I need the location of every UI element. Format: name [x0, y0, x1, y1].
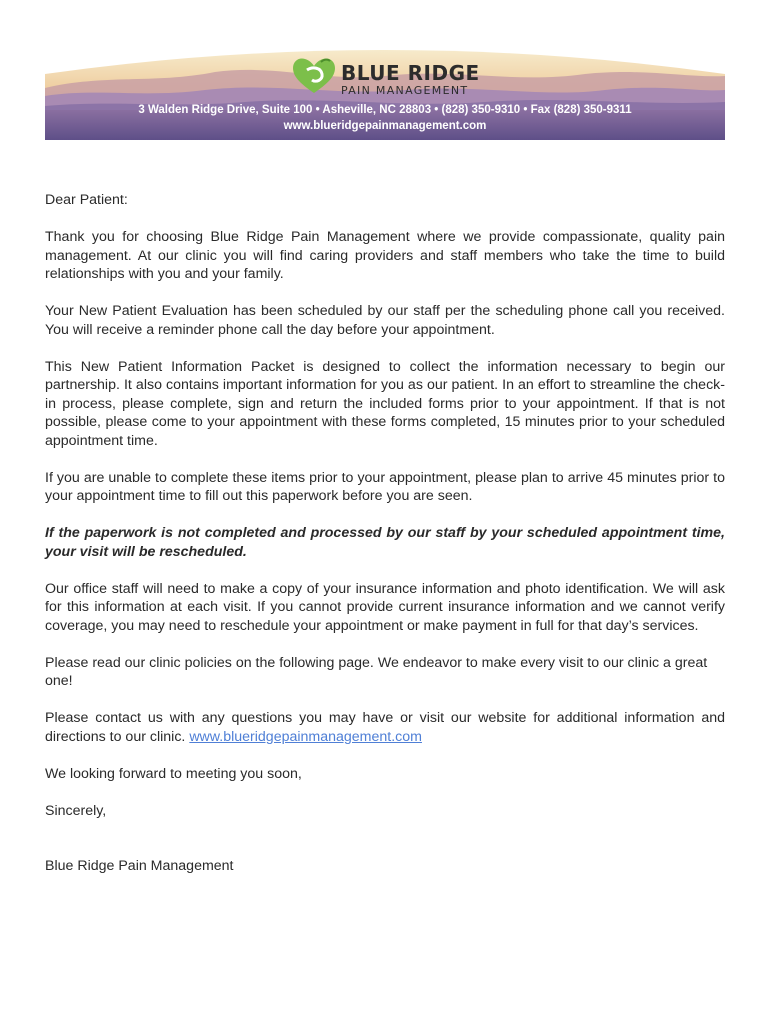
- address-line: 3 Walden Ridge Drive, Suite 100 • Asheville, NC 28803 • (828) 350-9310 • Fax (828) 350-9311: [138, 104, 632, 116]
- paragraph-packet: This New Patient Information Packet is designed to collect the information necessary to begin our partnership. It also contains important information for you as our patient. In an effort to streamline the check-in process, please complete, sign and return the included forms prior to your appointment. If that is not possible, please come to your appointment with these forms completed, 15 minutes prior to your scheduled appointment time.: [45, 358, 725, 449]
- paragraph-policies: Please read our clinic policies on the following page. We endeavor to make every visit to our clinic a great one!: [45, 654, 708, 689]
- signature: Blue Ridge Pain Management: [45, 858, 234, 874]
- contact-text: Please contact us with any questions you may have or visit our website for additional information and directions to our clinic.: [45, 710, 725, 745]
- paragraph-looking-forward: We looking forward to meeting you soon,: [45, 765, 302, 782]
- paragraph-welcome: Thank you for choosing Blue Ridge Pain Management where we provide compassionate, quality pain management. At our clinic you will find caring providers and staff members who take the time to build relationships with you and your family.: [45, 229, 725, 282]
- heart-leaf-icon: [291, 56, 337, 96]
- letterhead-website: www.blueridgepainmanagement.com: [283, 120, 487, 132]
- paragraph-contact: [45, 709, 725, 746]
- paragraph-insurance: Our office staff will need to make a copy of your insurance information and photo identification. We will ask for this information at each visit. If you cannot provide current insurance information and we cannot verify coverage, you may need to reschedule your appointment or make payment in full for that day’s services.: [45, 580, 725, 634]
- paragraph-arrival: If you are unable to complete these items prior to your appointment, please plan to arrive 45 minutes prior to your appointment time to fill out this paperwork before you are seen.: [45, 469, 725, 504]
- closing: Sincerely,: [45, 802, 107, 819]
- paragraph-warning: If the paperwork is not completed and processed by our staff by your scheduled appointment time, your visit will be rescheduled.: [45, 525, 725, 560]
- brand-logo: [291, 56, 491, 96]
- website-link[interactable]: www.blueridgepainmanagement.com: [189, 728, 422, 745]
- salutation: Dear Patient:: [45, 192, 128, 208]
- brand-subtitle: PAIN MANAGEMENT: [341, 84, 469, 97]
- letter-body: [45, 191, 725, 894]
- paragraph-evaluation: Your New Patient Evaluation has been scheduled by our staff per the scheduling phone call you received. You will receive a reminder phone call the day before your appointment.: [45, 303, 725, 338]
- letterhead-banner: [45, 44, 725, 140]
- brand-name: BLUE RIDGE: [341, 61, 480, 85]
